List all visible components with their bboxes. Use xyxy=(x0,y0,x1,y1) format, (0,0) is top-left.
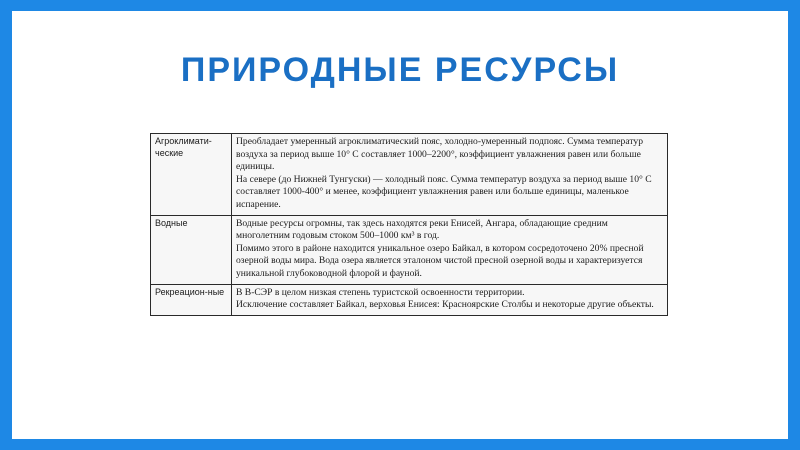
description-cell xyxy=(232,215,668,284)
category-cell: Водные xyxy=(151,215,232,284)
slide xyxy=(12,11,788,439)
table-row xyxy=(151,215,668,284)
description-paragraph: На севере (до Нижней Тунгуски) — холодный пояс. Сумма температур воздуха за период выше 10° С составляет 1000-400° и менее, коэффициент увлажнения равен или больше единицы, маленькое испарение. xyxy=(236,173,652,210)
category-cell: Рекреацион-ные xyxy=(151,284,232,315)
description-cell xyxy=(232,284,668,315)
table-row xyxy=(151,284,668,315)
table-row xyxy=(151,134,668,216)
category-cell: Агроклимати-ческие xyxy=(151,134,232,216)
description-cell xyxy=(232,134,668,216)
description-paragraph: Помимо этого в районе находится уникальное озеро Байкал, в котором сосредоточено 20% пресной озерной воды мира. Вода озера является эталоном чистой пресной озерной воды и характеризуется уникальной глубоководной флорой и фауной. xyxy=(236,242,644,279)
description-paragraph: В В-СЭР в целом низкая степень туристской освоенности территории. xyxy=(236,286,525,298)
description-paragraph: Исключение составляет Байкал, верховья Енисея: Красноярские Столбы и некоторые другие объекты. xyxy=(236,299,654,311)
slide-title: ПРИРОДНЫЕ РЕСУРСЫ xyxy=(180,51,620,89)
resources-table xyxy=(150,133,668,316)
description-paragraph: Водные ресурсы огромны, так здесь находятся реки Енисей, Ангара, обладающие средним многолетним годовым стоком 500–1000 км³ в год. xyxy=(236,217,608,242)
description-paragraph: Преобладает умеренный агроклиматический пояс, холодно-умеренный подпояс. Сумма температур воздуха за период выше 10° С составляет 1000–2200°, коэффициент увлажнения равен или больше единицы. xyxy=(236,136,644,173)
